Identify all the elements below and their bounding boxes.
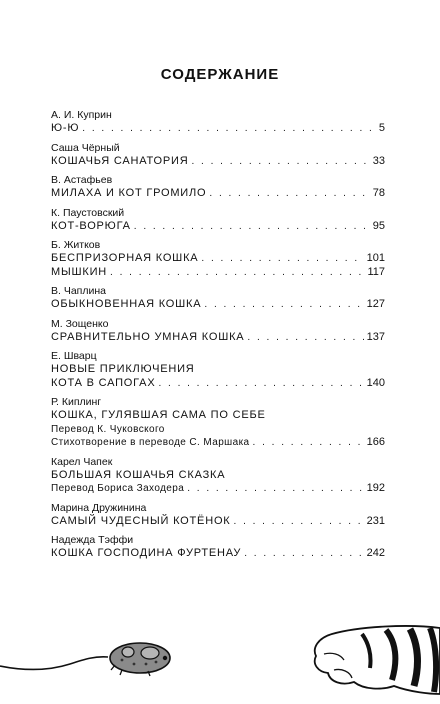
toc-author: Саша Чёрный <box>51 141 120 154</box>
toc-author: В. Астафьев <box>51 174 113 186</box>
toc-entry <box>51 109 385 136</box>
toc-line <box>51 409 385 423</box>
mouse-tail <box>0 657 108 670</box>
toc-line <box>51 377 385 391</box>
toc-work-title: БОЛЬШАЯ КОШАЧЬЯ СКАЗКА <box>51 468 226 481</box>
toc-line <box>51 331 385 345</box>
mouse-icon <box>110 643 170 676</box>
toc-translation-note: Перевод Бориса Заходера <box>51 483 185 494</box>
toc-work-title: БЕСПРИЗОРНАЯ КОШКА <box>51 252 199 264</box>
toc-leader-dots <box>204 298 363 312</box>
toc-entry <box>51 396 385 450</box>
toc-author: Марина Дружинина <box>51 501 147 514</box>
toc-page-number: 33 <box>372 154 385 167</box>
toc-entry <box>51 502 385 529</box>
toc-author: Р. Киплинг <box>51 396 102 408</box>
toc-work-title: МИЛАХА И КОТ ГРОМИЛО <box>51 187 207 199</box>
toc-leader-dots <box>110 266 364 280</box>
toc-leader-dots <box>209 187 369 201</box>
toc-leader-dots <box>82 122 376 136</box>
toc-page-number: 95 <box>372 219 385 232</box>
toc-work-title: ОБЫКНОВЕННАЯ КОШКА <box>51 298 202 310</box>
toc-leader-dots <box>247 331 363 345</box>
toc-entry <box>51 174 385 201</box>
toc-entry <box>51 456 385 496</box>
mouse-and-cat-paw-illustration <box>0 620 440 704</box>
toc-author: К. Паустовский <box>51 206 125 219</box>
toc-entry <box>51 142 385 169</box>
cat-paw-icon <box>315 626 440 694</box>
toc-work-title: КОШКА, ГУЛЯВШАЯ САМА ПО СЕБЕ <box>51 409 266 421</box>
toc-work-title: КОТ-ВОРЮГА <box>51 219 131 232</box>
toc-leader-dots <box>244 547 363 561</box>
toc-page-number: 101 <box>366 252 385 264</box>
toc-page-number: 137 <box>366 330 385 343</box>
toc-work-title: Ю-Ю <box>51 122 80 134</box>
toc-line <box>51 482 385 496</box>
toc-author: Карел Чапек <box>51 455 113 468</box>
toc-line <box>51 155 385 169</box>
toc-line <box>51 515 385 529</box>
toc-work-title: СРАВНИТЕЛЬНО УМНАЯ КОШКА <box>51 330 245 343</box>
toc-line <box>51 122 385 136</box>
toc-leader-dots <box>134 220 370 234</box>
toc-line <box>51 220 385 234</box>
toc-line <box>51 298 385 312</box>
toc-work-title: КОШАЧЬЯ САНАТОРИЯ <box>51 154 189 167</box>
toc-author: Е. Шварц <box>51 350 97 362</box>
toc-line <box>51 252 385 266</box>
toc-page-number: 78 <box>372 187 385 199</box>
toc-entry <box>51 239 385 279</box>
toc-leader-dots <box>191 155 369 169</box>
toc-entry <box>51 207 385 234</box>
toc-entry <box>51 350 385 390</box>
toc-work-title: КОШКА ГОСПОДИНА ФУРТЕНАУ <box>51 547 242 559</box>
toc-line <box>51 187 385 201</box>
toc-line <box>51 363 385 377</box>
toc-work-title: НОВЫЕ ПРИКЛЮЧЕНИЯ <box>51 363 195 375</box>
toc-leader-dots <box>201 252 363 266</box>
toc-entry <box>51 318 385 345</box>
toc-author: А. И. Куприн <box>51 109 112 121</box>
toc-work-title: МЫШКИН <box>51 265 108 278</box>
toc-line <box>51 423 385 437</box>
toc-line <box>51 547 385 561</box>
toc-author: Б. Житков <box>51 239 101 251</box>
toc-page-number: 117 <box>367 265 385 278</box>
toc-leader-dots <box>158 377 363 391</box>
toc-page-number: 166 <box>366 436 385 448</box>
toc-leader-dots <box>253 436 364 450</box>
toc-page-number: 140 <box>366 376 385 389</box>
toc-translation-note: Перевод К. Чуковского <box>51 423 165 435</box>
toc-author: Надежда Тэффи <box>51 534 134 546</box>
toc-entry <box>51 534 385 561</box>
toc-page-number: 5 <box>378 122 385 134</box>
toc-line <box>51 436 385 450</box>
toc-author: В. Чаплина <box>51 285 106 297</box>
toc-entry <box>51 285 385 312</box>
toc-page-number: 231 <box>366 514 385 527</box>
toc-page-number: 242 <box>366 547 385 559</box>
page-title: СОДЕРЖАНИЕ <box>160 66 280 83</box>
toc-page-number: 127 <box>366 298 385 310</box>
toc-translation-note: Стихотворение в переводе С. Маршака <box>51 437 250 448</box>
toc-work-title: САМЫЙ ЧУДЕСНЫЙ КОТЁНОК <box>51 514 231 527</box>
toc-author: М. Зощенко <box>51 317 109 330</box>
toc-leader-dots <box>187 482 363 496</box>
toc-leader-dots <box>234 515 364 529</box>
table-of-contents <box>51 109 385 567</box>
toc-line <box>51 469 385 483</box>
toc-line <box>51 266 385 280</box>
toc-page-number: 192 <box>366 482 385 494</box>
toc-work-title: КОТА В САПОГАХ <box>51 376 156 389</box>
